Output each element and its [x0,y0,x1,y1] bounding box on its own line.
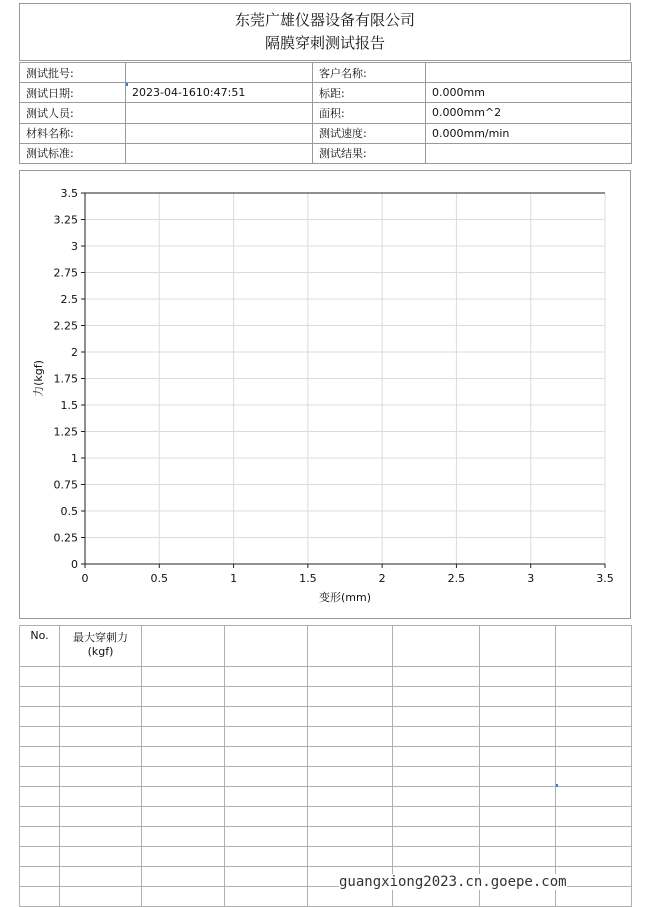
table-cell [480,727,556,747]
table-cell [60,807,142,827]
table-cell [60,687,142,707]
table-row [20,767,632,787]
info-label: 测试结果: [313,143,426,163]
table-cell [142,687,225,707]
report-title: 隔膜穿刺测试报告 [264,34,385,52]
table-cell [142,707,225,727]
table-cell [142,807,225,827]
table-cell [20,827,60,847]
table-row [20,787,632,807]
table-cell [556,747,632,767]
table-row [20,807,632,827]
table-row [20,827,632,847]
table-cell [142,727,225,747]
info-label: 测试人员: [20,103,126,123]
table-cell [556,867,632,887]
y-tick-label: 0.25 [53,531,78,545]
table-cell [20,767,60,787]
y-tick-label: 3.25 [53,213,78,227]
table-cell [393,807,480,827]
y-tick-label: 3 [71,240,78,253]
table-cell [20,667,60,687]
test-info-table [19,62,632,164]
table-cell [308,787,393,807]
table-cell [556,847,632,867]
table-cell [556,667,632,687]
table-cell [20,727,60,747]
table-cell [480,847,556,867]
y-tick-label: 0 [71,558,78,571]
table-cell [308,687,393,707]
table-cell [225,667,308,687]
watermark: guangxiong2023.cn.goepe.com [339,874,567,890]
info-label: 客户名称: [313,63,426,83]
table-cell [480,667,556,687]
y-tick-label: 2 [71,346,78,359]
table-cell [225,727,308,747]
table-cell [142,667,225,687]
x-tick-label: 3 [527,572,535,585]
table-cell [225,827,308,847]
table-cell [60,827,142,847]
table-cell [60,887,142,907]
table-cell [308,667,393,687]
table-cell [556,767,632,787]
table-row [20,747,632,767]
y-tick-label: 1.25 [53,425,78,439]
info-value: 0.000mm^2 [426,103,632,123]
table-cell [480,827,556,847]
table-cell [20,687,60,707]
table-cell [20,887,60,907]
table-cell [142,787,225,807]
info-value [126,123,313,143]
table-cell [225,787,308,807]
table-cell [393,747,480,767]
y-tick-label: 0.75 [53,478,78,492]
table-cell [225,707,308,727]
table-cell [308,827,393,847]
y-tick-label: 1 [71,452,78,465]
x-tick-label: 1.5 [299,572,317,585]
x-tick-label: 2 [378,572,386,585]
y-tick-label: 2.25 [53,319,78,333]
y-tick-label: 0.5 [60,505,78,518]
table-cell [393,707,480,727]
info-label: 测试标准: [20,143,126,163]
table-cell [20,787,60,807]
table-cell [393,767,480,787]
table-row [20,687,632,707]
info-value: 0.000mm/min [426,123,632,143]
table-cell [225,867,308,887]
table-cell [60,787,142,807]
table-cell [142,867,225,887]
info-label: 材料名称: [20,123,126,143]
chart-plot [20,171,632,620]
table-cell [225,687,308,707]
table-cell [393,787,480,807]
table-cell [480,707,556,727]
y-tick-label: 1.75 [53,372,78,386]
x-tick-label: 1 [230,572,238,585]
cursor-mark [126,83,128,86]
table-cell [60,747,142,767]
info-value: 0.000mm [426,83,632,103]
x-tick-label: 3.5 [596,572,614,585]
table-cell [308,747,393,767]
results-header-row [20,626,632,667]
info-value [126,103,313,123]
table-cell [393,827,480,847]
table-cell [20,707,60,727]
table-cell [142,887,225,907]
info-label: 测试日期: [20,83,126,103]
y-tick-label: 1.5 [60,399,78,412]
table-cell [142,747,225,767]
y-tick-label: 2.5 [60,293,78,306]
table-cell [20,747,60,767]
table-cell [556,807,632,827]
info-row [20,63,632,83]
info-value: 2023-04-1610:47:51 [126,83,313,103]
info-value [426,63,632,83]
table-cell [60,847,142,867]
info-row [20,143,632,163]
info-value [126,63,313,83]
table-cell [393,727,480,747]
table-row [20,847,632,867]
x-tick-label: 0.5 [150,572,169,585]
force-deformation-chart [19,170,631,619]
table-cell [556,787,632,807]
column-header-empty [142,626,225,667]
column-header-no: No. [20,626,60,667]
y-axis-label: 力(kgf) [32,360,45,397]
table-cell [480,747,556,767]
table-cell [60,767,142,787]
table-row [20,707,632,727]
report-header [19,3,631,61]
table-cell [60,707,142,727]
table-cell [20,847,60,867]
column-header-empty [393,626,480,667]
info-value [126,143,313,163]
table-cell [142,767,225,787]
column-header-empty [480,626,556,667]
table-cell [556,687,632,707]
table-cell [480,687,556,707]
table-cell [225,747,308,767]
info-value [426,143,632,163]
table-cell [308,707,393,727]
x-tick-label: 2.5 [447,572,466,585]
table-cell [60,867,142,887]
table-cell [480,767,556,787]
y-tick-label: 2.75 [53,266,78,280]
table-cell [20,867,60,887]
info-label: 测试批号: [20,63,126,83]
info-row [20,123,632,143]
x-tick-label: 0 [81,572,89,585]
table-cell [556,827,632,847]
company-name: 东莞广雄仪器设备有限公司 [234,11,415,29]
table-cell [556,887,632,907]
table-cell [480,807,556,827]
table-cell [393,667,480,687]
info-row [20,83,632,103]
table-cell [308,807,393,827]
table-cell [393,687,480,707]
table-cell [20,807,60,827]
table-row [20,667,632,687]
info-label: 测试速度: [313,123,426,143]
table-cell [480,787,556,807]
column-header-empty [556,626,632,667]
info-label: 面积: [313,103,426,123]
table-cell [60,667,142,687]
column-header-empty [225,626,308,667]
table-cell [142,847,225,867]
table-cell [308,847,393,867]
info-label: 标距: [313,83,426,103]
x-axis-label: 变形(mm) [318,591,372,604]
table-cell [556,707,632,727]
table-row [20,727,632,747]
column-header-empty [308,626,393,667]
table-cell [308,727,393,747]
table-cell [225,807,308,827]
info-row [20,103,632,123]
table-cell [142,827,225,847]
table-cell [225,767,308,787]
results-table [19,625,632,907]
table-cell [225,847,308,867]
column-header-max-force: 最大穿刺力 (kgf) [60,626,142,667]
y-tick-label: 3.5 [60,187,78,200]
table-cell [393,847,480,867]
cursor-mark [556,784,558,787]
table-cell [225,887,308,907]
table-cell [60,727,142,747]
table-cell [308,767,393,787]
table-cell [556,727,632,747]
